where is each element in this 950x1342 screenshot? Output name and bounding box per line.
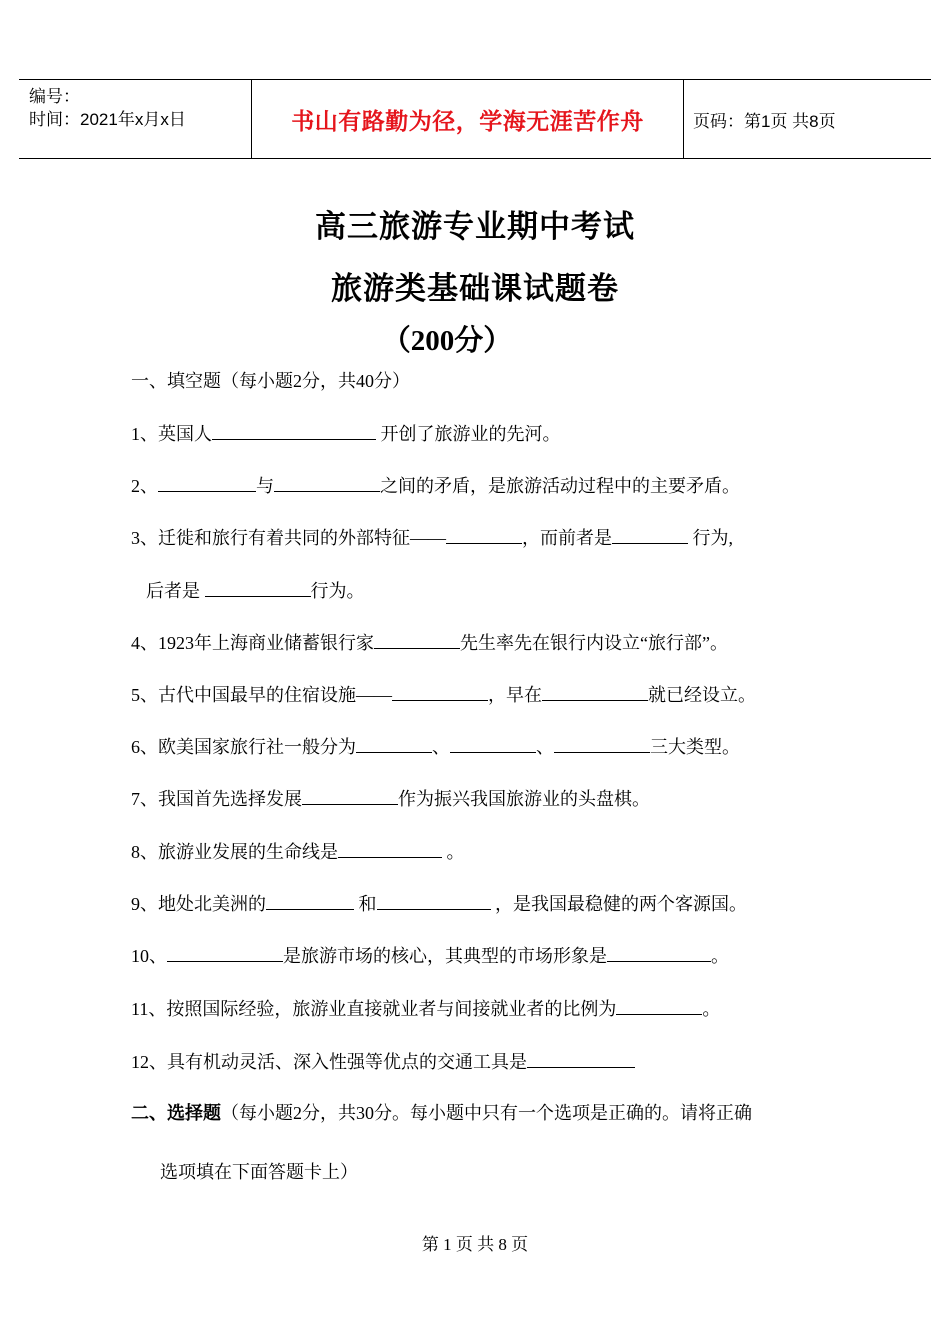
question-10-text-b: 是旅游市场的核心，其典型的市场形象是 — [283, 946, 607, 966]
question-11 — [131, 996, 720, 1021]
question-5-text-a: 5、古代中国最早的住宿设施—— — [131, 685, 392, 705]
exam-score: （200分） — [381, 325, 513, 357]
question-1-text-a: 1、英国人 — [131, 424, 212, 444]
question-7 — [131, 786, 650, 811]
question-4 — [131, 630, 728, 655]
question-2 — [131, 473, 740, 498]
question-4-text-a: 4、1923年上海商业储蓄银行家 — [131, 633, 374, 653]
question-10 — [131, 943, 729, 968]
section2-heading-continued: 选项填在下面答题卡上） — [160, 1162, 358, 1182]
question-9-text-c: ，是我国最稳健的两个客源国。 — [490, 894, 747, 914]
header-left-cell — [19, 80, 251, 158]
answer-blank[interactable] — [612, 525, 688, 544]
header-motto: 书山有路勤为径，学海无涯苦作舟 — [291, 107, 644, 134]
answer-blank[interactable] — [274, 473, 380, 492]
answer-blank[interactable] — [205, 578, 311, 597]
answer-blank[interactable] — [450, 734, 536, 753]
question-3-text-b: ，而前者是 — [522, 528, 612, 548]
answer-blank[interactable] — [338, 839, 442, 858]
question-9-text-b: 和 — [354, 894, 377, 914]
question-1 — [131, 421, 561, 446]
answer-blank[interactable] — [527, 1049, 635, 1068]
question-5-text-b: ，早在 — [488, 685, 542, 705]
answer-blank[interactable] — [377, 891, 491, 910]
question-12-text-a: 12、具有机动灵活、深入性强等优点的交通工具是 — [131, 1052, 527, 1072]
answer-blank[interactable] — [167, 943, 283, 962]
answer-blank[interactable] — [266, 891, 354, 910]
question-9-text-a: 9、地处北美洲的 — [131, 894, 266, 914]
header-motto-cell — [251, 80, 684, 158]
header-page-cell — [683, 80, 931, 158]
answer-blank[interactable] — [554, 734, 650, 753]
header-table — [19, 79, 931, 159]
section2-heading-instructions: （每小题2分，共30分。每小题中只有一个选项是正确的。请将正确 — [221, 1103, 752, 1123]
question-2-text-c: 之间的矛盾，是旅游活动过程中的主要矛盾。 — [380, 476, 740, 496]
question-3-text-e: 行为。 — [310, 581, 365, 601]
question-6-text-a: 6、欧美国家旅行社一般分为 — [131, 737, 356, 757]
answer-blank[interactable] — [446, 525, 522, 544]
question-3-text-d: 后者是 — [146, 581, 205, 601]
answer-blank[interactable] — [607, 943, 711, 962]
answer-blank[interactable] — [392, 682, 488, 701]
question-9 — [131, 891, 747, 916]
question-6 — [131, 734, 740, 759]
question-3 — [131, 525, 733, 550]
exam-title: 高三旅游专业期中考试 — [315, 209, 635, 244]
question-6-text-c: 、 — [536, 737, 554, 757]
section1-heading: 一、填空题（每小题2分，共40分） — [131, 371, 410, 391]
question-8-text-a: 8、旅游业发展的生命线是 — [131, 842, 338, 862]
question-11-text-a: 11、按照国际经验，旅游业直接就业者与间接就业者的比例为 — [131, 999, 617, 1019]
exam-subtitle: 旅游类基础课试题卷 — [331, 271, 619, 306]
document-number-label: 编号： — [29, 87, 80, 106]
section2-heading — [131, 1101, 752, 1125]
question-4-text-b: 先生率先在银行内设立“旅行部”。 — [460, 633, 728, 653]
question-12 — [131, 1049, 635, 1074]
section2-heading-label: 二、选择题 — [131, 1103, 221, 1123]
question-11-text-b: 。 — [702, 999, 721, 1019]
answer-blank[interactable] — [212, 421, 376, 440]
question-6-text-d: 三大类型。 — [650, 737, 740, 757]
page-footer: 第 1 页 共 8 页 — [421, 1235, 529, 1254]
answer-blank[interactable] — [542, 682, 648, 701]
answer-blank[interactable] — [302, 786, 398, 805]
question-7-text-b: 作为振兴我国旅游业的头盘棋。 — [398, 789, 650, 809]
question-2-text-b: 与 — [256, 476, 274, 496]
answer-blank[interactable] — [616, 996, 702, 1015]
question-8 — [131, 839, 465, 864]
document-time-label: 时间：2021年x月x日 — [29, 110, 186, 129]
answer-blank[interactable] — [356, 734, 432, 753]
question-3-continued — [146, 578, 365, 603]
question-8-text-b: 。 — [442, 842, 465, 862]
question-1-text-b: 开创了旅游业的先河。 — [376, 424, 561, 444]
question-3-text-a: 3、迁徙和旅行有着共同的外部特征—— — [131, 528, 446, 548]
answer-blank[interactable] — [374, 630, 460, 649]
question-2-text-a: 2、 — [131, 476, 158, 496]
header-page-info: 页码：第1页 共8页 — [693, 111, 836, 131]
question-7-text-a: 7、我国首先选择发展 — [131, 789, 302, 809]
question-5 — [131, 682, 756, 707]
question-3-text-c: 行为, — [688, 528, 733, 548]
question-10-text-c: 。 — [711, 946, 729, 966]
question-10-text-a: 10、 — [131, 946, 167, 966]
answer-blank[interactable] — [158, 473, 256, 492]
question-5-text-c: 就已经设立。 — [648, 685, 756, 705]
question-6-text-b: 、 — [432, 737, 450, 757]
